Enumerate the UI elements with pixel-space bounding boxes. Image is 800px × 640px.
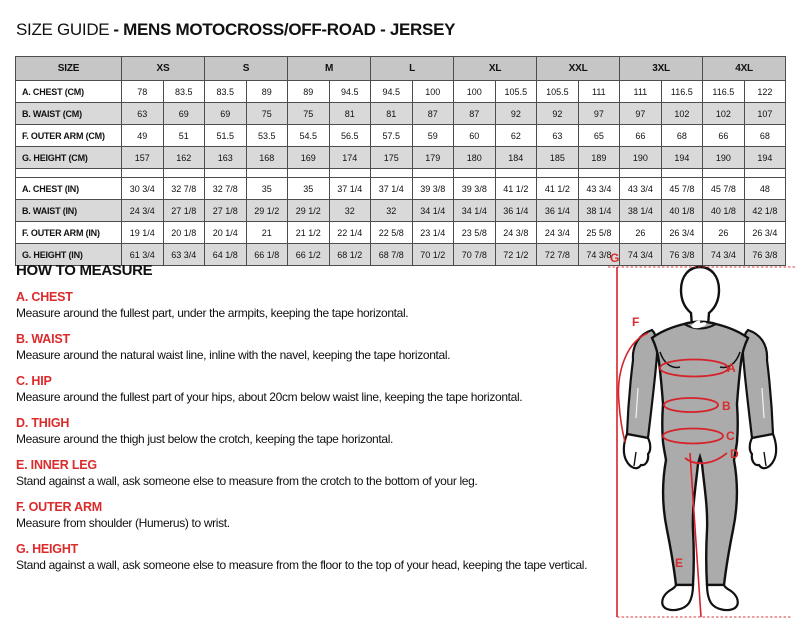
size-table-cell: 37 1/4 — [371, 178, 413, 200]
size-table-header-xs: XS — [122, 57, 205, 81]
size-table-cell: 189 — [578, 147, 620, 169]
size-table-cell: 32 7/8 — [163, 178, 205, 200]
size-table-cell: 68 7/8 — [371, 244, 413, 266]
size-table-gap-cell — [578, 169, 620, 178]
size-table-cell: 26 — [703, 222, 745, 244]
size-table-cell: 175 — [371, 147, 413, 169]
size-table-gap-cell — [122, 169, 164, 178]
size-table-cell: 169 — [288, 147, 330, 169]
size-table-cell: 97 — [620, 103, 662, 125]
size-table-cell: 65 — [578, 125, 620, 147]
figure-label-c: C — [726, 429, 735, 443]
size-table-cell: 57.5 — [371, 125, 413, 147]
size-table-cell: 66 — [620, 125, 662, 147]
size-table-header-m: M — [288, 57, 371, 81]
size-table-gap-cell — [454, 169, 496, 178]
size-table-gap-cell — [163, 169, 205, 178]
size-table-row-label: F. OUTER ARM (CM) — [16, 125, 122, 147]
size-table-gap-cell — [537, 169, 579, 178]
measure-label: A. CHEST — [16, 290, 73, 304]
size-table-cell: 72 1/2 — [495, 244, 537, 266]
size-table-cell: 60 — [454, 125, 496, 147]
size-table-cell: 81 — [329, 103, 371, 125]
size-table-cell: 74 3/4 — [620, 244, 662, 266]
size-table-cell: 174 — [329, 147, 371, 169]
figure-label-e: E — [675, 556, 684, 570]
size-table-cell: 116.5 — [661, 81, 703, 103]
size-table-header-xxl: XXL — [537, 57, 620, 81]
figure-label-g: G — [610, 251, 620, 265]
size-table-cell: 42 1/8 — [744, 200, 786, 222]
measure-label: D. THIGH — [16, 416, 70, 430]
size-table-cell: 24 3/8 — [495, 222, 537, 244]
size-table-cell: 75 — [246, 103, 288, 125]
size-table-cell: 111 — [578, 81, 620, 103]
size-table-cell: 74 3/4 — [703, 244, 745, 266]
size-table-row-label: G. HEIGHT (CM) — [16, 147, 122, 169]
size-table-cell: 92 — [495, 103, 537, 125]
size-table-cell: 20 1/8 — [163, 222, 205, 244]
size-table-row-label: A. CHEST (IN) — [16, 178, 122, 200]
size-table-cell: 83.5 — [163, 81, 205, 103]
size-table-cell: 63 — [122, 103, 164, 125]
size-table-cell: 89 — [288, 81, 330, 103]
page-title — [16, 20, 455, 40]
size-table-cell: 184 — [495, 147, 537, 169]
figure-left-foot — [662, 585, 693, 610]
size-table-cell: 69 — [205, 103, 247, 125]
size-table-row-label: B. WAIST (IN) — [16, 200, 122, 222]
size-table-row — [16, 147, 786, 169]
size-table-cell: 24 3/4 — [537, 222, 579, 244]
measure-section-outer-arm — [16, 500, 616, 531]
size-table-cell: 23 5/8 — [454, 222, 496, 244]
size-table-cell: 38 1/4 — [620, 200, 662, 222]
size-table-cell: 29 1/2 — [246, 200, 288, 222]
size-table-cell: 94.5 — [371, 81, 413, 103]
size-table-gap-cell — [371, 169, 413, 178]
size-table-cell: 122 — [744, 81, 786, 103]
size-table-cell: 25 5/8 — [578, 222, 620, 244]
size-table-cell: 37 1/4 — [329, 178, 371, 200]
size-table-cell: 34 1/4 — [454, 200, 496, 222]
how-to-measure-title: HOW TO MEASURE — [16, 262, 153, 279]
size-table-row — [16, 103, 786, 125]
size-table-row-label: A. CHEST (CM) — [16, 81, 122, 103]
size-table-cell: 30 3/4 — [122, 178, 164, 200]
figure-right-hand — [750, 434, 776, 468]
size-table-cell: 83.5 — [205, 81, 247, 103]
size-table-cell: 163 — [205, 147, 247, 169]
size-table-gap-cell — [246, 169, 288, 178]
size-table-cell: 75 — [288, 103, 330, 125]
measure-section-height — [16, 542, 616, 573]
size-table-cell: 69 — [163, 103, 205, 125]
measure-label: B. WAIST — [16, 332, 70, 346]
size-table-cell: 43 3/4 — [620, 178, 662, 200]
size-table-cell: 62 — [495, 125, 537, 147]
size-table-cell: 51 — [163, 125, 205, 147]
size-table-gap-cell — [205, 169, 247, 178]
size-table-cell: 190 — [703, 147, 745, 169]
size-table-cell: 36 1/4 — [495, 200, 537, 222]
size-table-cell: 63 3/4 — [163, 244, 205, 266]
size-table-gap-cell — [288, 169, 330, 178]
size-table-cell: 66 — [703, 125, 745, 147]
page-title-main: - MENS MOTOCROSS/OFF-ROAD - JERSEY — [113, 20, 456, 39]
size-table-cell: 39 3/8 — [454, 178, 496, 200]
figure-right-arm — [743, 330, 773, 438]
size-table-gap-cell — [661, 169, 703, 178]
size-table-cell: 107 — [744, 103, 786, 125]
size-table — [15, 56, 786, 266]
size-table-cell: 32 7/8 — [205, 178, 247, 200]
size-table-cell: 22 5/8 — [371, 222, 413, 244]
figure-right-foot — [707, 585, 738, 610]
size-table-gap-cell — [620, 169, 662, 178]
size-table-cell: 105.5 — [537, 81, 579, 103]
size-table-cell: 43 3/4 — [578, 178, 620, 200]
size-table-cell: 180 — [454, 147, 496, 169]
measure-label: F. OUTER ARM — [16, 500, 103, 514]
size-table-cell: 100 — [454, 81, 496, 103]
size-table-cell: 194 — [661, 147, 703, 169]
size-table-cell: 81 — [371, 103, 413, 125]
size-table-cell: 41 1/2 — [537, 178, 579, 200]
figure-label-d: D — [730, 447, 739, 461]
size-table-cell: 89 — [246, 81, 288, 103]
figure-left-hand — [624, 434, 650, 468]
measure-section-waist — [16, 332, 616, 363]
size-table-header-size: SIZE — [16, 57, 122, 81]
size-table-row-label: F. OUTER ARM (IN) — [16, 222, 122, 244]
size-table-row — [16, 222, 786, 244]
size-table-cell: 26 3/4 — [661, 222, 703, 244]
size-table-row — [16, 178, 786, 200]
measure-text: Stand against a wall, ask someone else to measure from the crotch to the bottom of your leg. — [16, 474, 478, 488]
size-table-cell: 92 — [537, 103, 579, 125]
size-table-cell: 68 1/2 — [329, 244, 371, 266]
size-table-cell: 116.5 — [703, 81, 745, 103]
size-table-cell: 39 3/8 — [412, 178, 454, 200]
size-table-cell: 76 3/8 — [661, 244, 703, 266]
measure-text: Measure around the natural waist line, inline with the navel, keeping the tape horizontal. — [16, 348, 451, 362]
size-table-cell: 64 1/8 — [205, 244, 247, 266]
size-table-gap-cell — [412, 169, 454, 178]
size-table-cell: 27 1/8 — [163, 200, 205, 222]
size-table-cell: 41 1/2 — [495, 178, 537, 200]
size-table-cell: 29 1/2 — [288, 200, 330, 222]
size-table-header-s: S — [205, 57, 288, 81]
how-to-measure-section — [16, 262, 616, 573]
size-table-cell: 72 7/8 — [537, 244, 579, 266]
measure-label: G. HEIGHT — [16, 542, 79, 556]
size-table-cell: 35 — [246, 178, 288, 200]
size-table-cell: 20 1/4 — [205, 222, 247, 244]
measure-section-hip — [16, 374, 616, 405]
size-table-row-label: B. WAIST (CM) — [16, 103, 122, 125]
size-table-gap-cell — [16, 169, 122, 178]
size-table-container — [15, 56, 785, 266]
size-table-cell: 35 — [288, 178, 330, 200]
size-table-cell: 48 — [744, 178, 786, 200]
size-table-cell: 94.5 — [329, 81, 371, 103]
size-table-header-xl: XL — [454, 57, 537, 81]
size-table-cell: 51.5 — [205, 125, 247, 147]
measure-text: Measure around the fullest part, under the armpits, keeping the tape horizontal. — [16, 306, 409, 320]
figure-head — [681, 267, 719, 326]
measure-section-inner-leg — [16, 458, 616, 489]
page-title-prefix: SIZE GUIDE — [16, 20, 110, 39]
measure-label: C. HIP — [16, 374, 52, 388]
size-table-cell: 68 — [744, 125, 786, 147]
size-table-cell: 40 1/8 — [703, 200, 745, 222]
measure-section-thigh — [16, 416, 616, 447]
size-table-cell: 36 1/4 — [537, 200, 579, 222]
size-table-gap-cell — [703, 169, 745, 178]
size-table-cell: 179 — [412, 147, 454, 169]
size-table-cell: 24 3/4 — [122, 200, 164, 222]
figure-label-a: A — [727, 361, 736, 375]
size-table-cell: 61 3/4 — [122, 244, 164, 266]
size-table-cell: 162 — [163, 147, 205, 169]
measure-section-chest — [16, 290, 616, 321]
size-table-cell: 111 — [620, 81, 662, 103]
size-table-cell: 190 — [620, 147, 662, 169]
size-table-row-label: G. HEIGHT (IN) — [16, 244, 122, 266]
size-table-cell: 87 — [412, 103, 454, 125]
size-table-cell: 105.5 — [495, 81, 537, 103]
size-table-cell: 70 1/2 — [412, 244, 454, 266]
size-table-cell: 26 — [620, 222, 662, 244]
size-table-cell: 157 — [122, 147, 164, 169]
size-table-cell: 45 7/8 — [661, 178, 703, 200]
size-table-cell: 23 1/4 — [412, 222, 454, 244]
size-table-header-4xl: 4XL — [703, 57, 786, 81]
size-table-cell: 76 3/8 — [744, 244, 786, 266]
size-table-cell: 21 — [246, 222, 288, 244]
size-table-cell: 66 1/8 — [246, 244, 288, 266]
size-table-cell: 49 — [122, 125, 164, 147]
body-diagram — [596, 248, 800, 640]
size-table-gap-cell — [329, 169, 371, 178]
size-table-cell: 19 1/4 — [122, 222, 164, 244]
size-table-header-3xl: 3XL — [620, 57, 703, 81]
size-table-cell: 100 — [412, 81, 454, 103]
size-table-cell: 102 — [703, 103, 745, 125]
figure-label-f: F — [632, 315, 640, 329]
figure-label-b: B — [722, 399, 731, 413]
measure-text: Measure around the thigh just below the crotch, keeping the tape horizontal. — [16, 432, 393, 446]
size-table-cell: 68 — [661, 125, 703, 147]
size-table-gap-cell — [495, 169, 537, 178]
size-table-cell: 185 — [537, 147, 579, 169]
size-table-cell: 32 — [371, 200, 413, 222]
size-table-head — [16, 57, 786, 81]
size-table-cell: 26 3/4 — [744, 222, 786, 244]
size-table-cell: 63 — [537, 125, 579, 147]
size-table-row — [16, 200, 786, 222]
measure-text: Stand against a wall, ask someone else to measure from the floor to the top of your head, keeping the tape vertical. — [16, 558, 588, 572]
size-table-gap-cell — [744, 169, 786, 178]
size-table-cell: 78 — [122, 81, 164, 103]
size-table-cell: 34 1/4 — [412, 200, 454, 222]
size-table-row — [16, 81, 786, 103]
size-table-cell: 38 1/4 — [578, 200, 620, 222]
size-table-cell: 87 — [454, 103, 496, 125]
size-table-row — [16, 125, 786, 147]
measure-label: E. INNER LEG — [16, 458, 97, 472]
size-table-cell: 194 — [744, 147, 786, 169]
size-table-cell: 66 1/2 — [288, 244, 330, 266]
size-table-header-l: L — [371, 57, 454, 81]
size-table-cell: 70 7/8 — [454, 244, 496, 266]
measure-text: Measure around the fullest part of your hips, about 20cm below waist line, keeping the tape horizontal. — [16, 390, 523, 404]
size-table-cell: 74 3/8 — [578, 244, 620, 266]
measure-text: Measure from shoulder (Humerus) to wrist. — [16, 516, 230, 530]
size-table-cell: 32 — [329, 200, 371, 222]
size-table-header-row — [16, 57, 786, 81]
size-table-cell: 40 1/8 — [661, 200, 703, 222]
size-table-cell: 21 1/2 — [288, 222, 330, 244]
size-table-section-gap — [16, 169, 786, 178]
size-table-body — [16, 81, 786, 266]
measurement-figure — [596, 248, 800, 640]
size-table-cell: 102 — [661, 103, 703, 125]
size-table-cell: 53.5 — [246, 125, 288, 147]
size-table-cell: 54.5 — [288, 125, 330, 147]
size-table-cell: 45 7/8 — [703, 178, 745, 200]
size-table-cell: 22 1/4 — [329, 222, 371, 244]
size-table-cell: 27 1/8 — [205, 200, 247, 222]
size-table-cell: 168 — [246, 147, 288, 169]
size-table-cell: 97 — [578, 103, 620, 125]
size-table-cell: 56.5 — [329, 125, 371, 147]
size-table-cell: 59 — [412, 125, 454, 147]
